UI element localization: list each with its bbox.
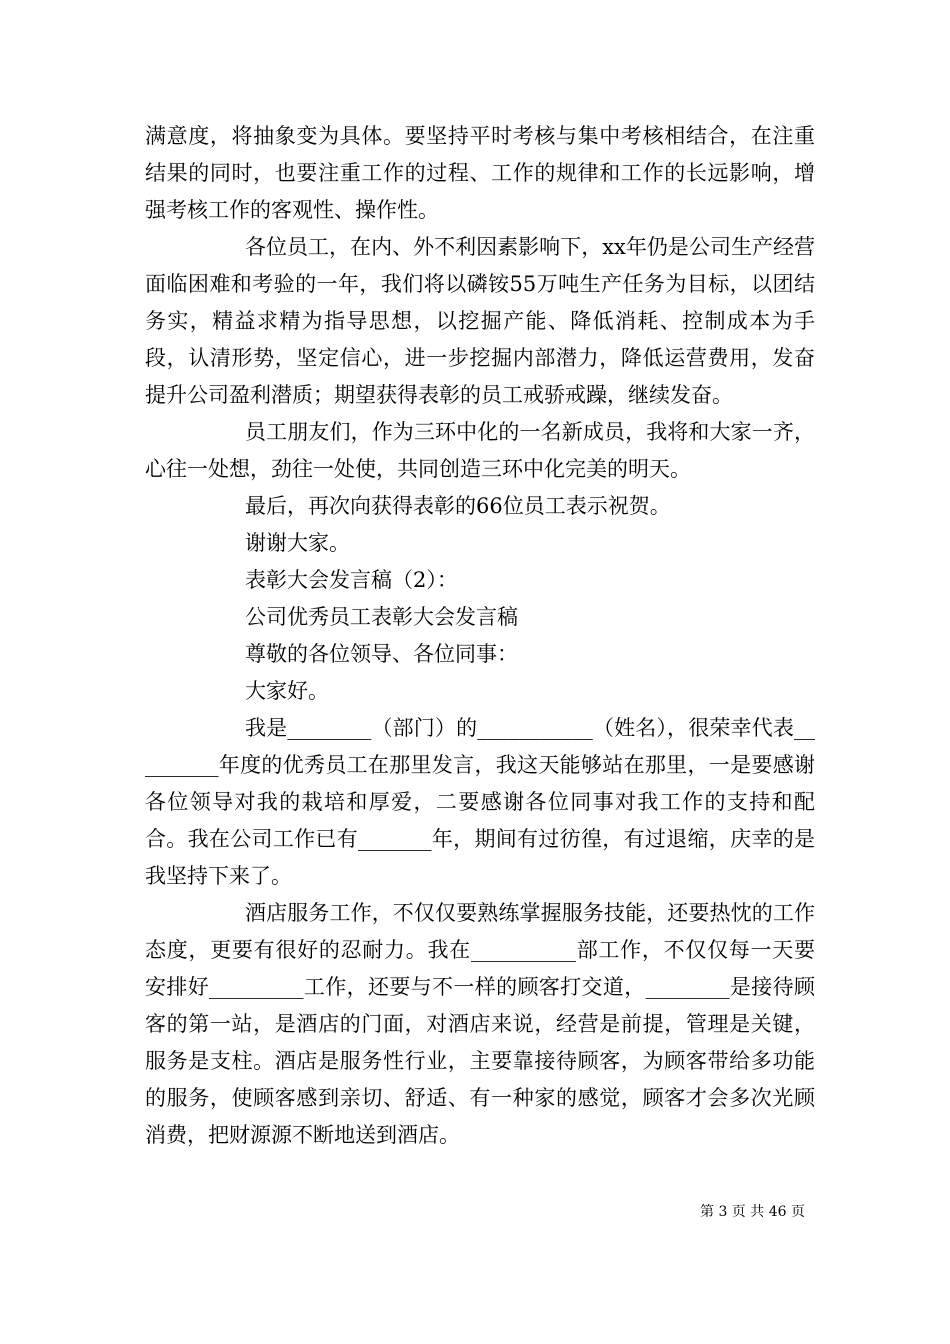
paragraph-thanks: 谢谢大家。 bbox=[245, 531, 350, 555]
salutation: 尊敬的各位领导、各位同事： bbox=[245, 642, 518, 666]
greeting: 大家好。 bbox=[245, 679, 329, 703]
section-heading: 表彰大会发言稿（2）： bbox=[245, 568, 458, 592]
paragraph-self-introduction: 我是________（部门）的___________（姓名），很荣幸代表_________年度的优秀员工在那里发言，我这天能够站在那里，一是要感谢各位领导对我的栽培和厚爱，二要感谢各位同事对我工作的支持和配合。我在公司工作已有_______年，期间有过彷徨，有过退缩，庆幸的是我坚持下来了。 bbox=[145, 716, 815, 888]
paragraph-congratulations: 最后，再次向获得表彰的66位员工表示祝贺。 bbox=[245, 494, 671, 518]
paragraph-assessment: 满意度，将抽象变为具体。要坚持平时考核与集中考核相结合，在注重结果的同时，也要注重工作的过程、工作的规律和工作的长远影响，增强考核工作的客观性、操作性。 bbox=[145, 124, 815, 222]
speech-title: 公司优秀员工表彰大会发言稿 bbox=[245, 605, 518, 629]
paragraph-new-member: 员工朋友们，作为三环中化的一名新成员，我将和大家一齐，心往一处想，劲往一处使，共同创造三环中化完美的明天。 bbox=[145, 420, 815, 481]
paragraph-hotel-service: 酒店服务工作，不仅仅要熟练掌握服务技能，还要热忱的工作态度，更要有很好的忍耐力。我在__________部工作，不仅仅每一天要安排好_________工作，还要与不一样的顾客打交道，________是接待顾客的第一站，是酒店的门面，对酒店来说，经营是前提，管理是关键，服务是支柱。酒店是服务性行业，主要靠接待顾客，为顾客带给多功能的服务，使顾客感到亲切、舒适、有一种家的感觉，顾客才会多次光顾消费，把财源源不断地送到酒店。 bbox=[145, 901, 815, 1147]
page-number-footer: 第 3 页 共 46 页 bbox=[700, 1204, 805, 1220]
document-body bbox=[145, 118, 815, 1154]
paragraph-employees-goal: 各位员工，在内、外不利因素影响下，xx年仍是公司生产经营面临困难和考验的一年，我们将以磷铵55万吨生产任务为目标，以团结务实，精益求精为指导思想，以挖掘产能、降低消耗、控制成本为手段，认清形势，坚定信心，进一步挖掘内部潜力，降低运营费用，发奋提升公司盈利潜质；期望获得表彰的员工戒骄戒躁，继续发奋。 bbox=[145, 235, 815, 407]
